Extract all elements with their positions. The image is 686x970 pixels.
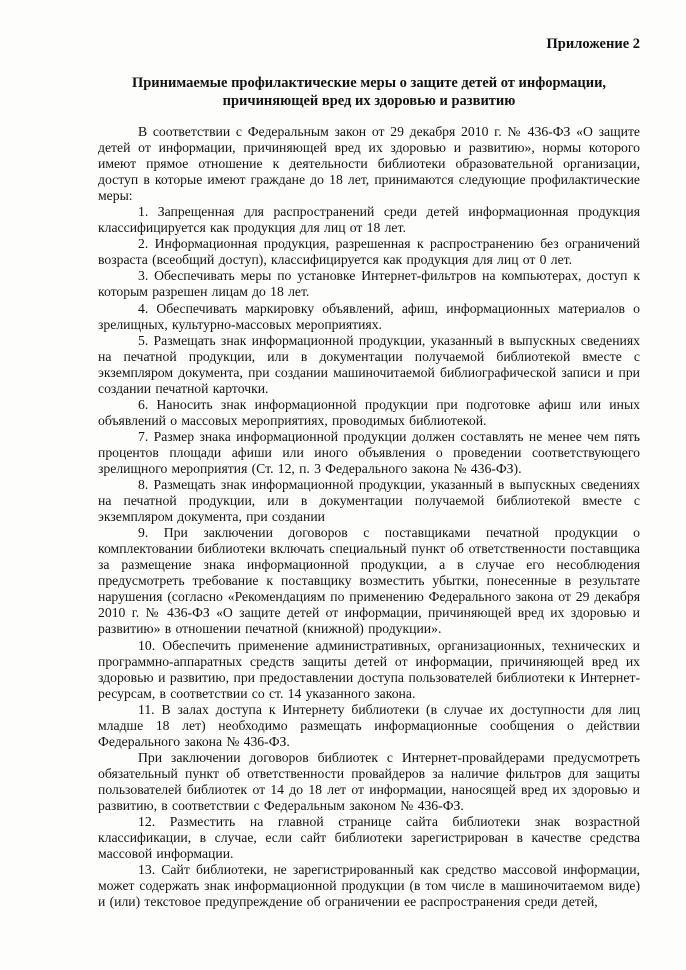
appendix-label: Приложение 2 — [546, 36, 640, 52]
list-item-11: 11. В залах доступа к Интернету библиотеки (в случае их доступности для лиц младше 18 лет) необходимо размещать информационные сообщения о действии Федерального закона № 436-ФЗ. — [98, 701, 640, 749]
list-item-2: 2. Информационная продукция, разрешенная к распространению без ограничений возраста (всеобщий доступ), классифицируется как продукция для лиц от 0 лет. — [98, 236, 640, 268]
list-item-4: 4. Обеспечивать маркировку объявлений, афиш, информационных материалов о зрелищных, культурно-массовых мероприятиях. — [98, 300, 640, 332]
document-body — [98, 124, 640, 910]
list-item-12: 12. Разместить на главной странице сайта библиотеки знак возрастной классификации, в случае, если сайт библиотеки зарегистрирован в качестве средства массовой информации. — [98, 814, 640, 862]
list-item-6: 6. Наносить знак информационной продукции при подготовке афиш или иных объявлений о массовых мероприятиях, проводимых библиотекой. — [98, 396, 640, 428]
list-item-1: 1. Запрещенная для распространений среди детей информационная продукция классифицируется как продукция для лиц от 18 лет. — [98, 204, 640, 236]
providers-paragraph: При заключении договоров библиотек с Интернет-провайдерами предусмотреть обязательный пункт об ответственности провайдеров за наличие фильтров для защиты пользователей библиотек от 14 до 18 лет от информации, наносящей вред их здоровью и развитию, в соответствии с Федеральным законом № 436-ФЗ. — [98, 749, 640, 813]
list-item-9: 9. При заключении договоров с поставщиками печатной продукции о комплектовании библиотеки включать специальный пункт об ответственности поставщика за размещение знака информационной продукции, а в случае его несоблюдения предусмотреть требование к поставщику возместить убытки, понесенные в результате нарушения (согласно «Рекомендациям по применению Федерального закона от 29 декабря 2010 г. № 436-ФЗ «О защите детей от информации, причиняющей вред их здоровью и развитию» в отношении печатной (книжной) продукции». — [98, 525, 640, 637]
document-title — [98, 75, 640, 110]
list-item-8: 8. Размещать знак информационной продукции, указанный в выпускных сведениях на печатной продукции, или в документации получаемой библиотекой вместе с экземпляром документа, при создании — [98, 477, 640, 525]
list-item-7: 7. Размер знака информационной продукции должен составлять не менее чем пять процентов площади афиши или иного объявления о проведении соответствующего зрелищного мероприятия (Ст. 12, п. 3 Федерального закона № 436-ФЗ). — [98, 428, 640, 476]
intro-paragraph: В соответствии с Федеральным закон от 29 декабря 2010 г. № 436-ФЗ «О защите детей от информации, причиняющей вред их здоровью и развитию», нормы которого имеют прямое отношение к деятельности библиотеки образовательной организации, доступ в которые имеют граждане до 18 лет, принимаются следующие профилактические меры: — [98, 124, 640, 204]
list-item-3: 3. Обеспечивать меры по установке Интернет-фильтров на компьютерах, доступ к которым разрешен лицам до 18 лет. — [98, 268, 640, 300]
list-item-10: 10. Обеспечить применение административных, организационных, технических и программно-аппаратных средств защиты детей от информации, причиняющей вред их здоровью и развитию, при предоставлении доступа пользователей библиотеки к Интернет-ресурсам, в соответствии со ст. 14 указанного закона. — [98, 637, 640, 701]
document-title-line-2: причиняющей вред их здоровью и развитию — [222, 92, 516, 109]
list-item-5: 5. Размещать знак информационной продукции, указанный в выпускных сведениях на печатной продукции, или в документации получаемой библиотекой вместе с экземпляром документа, при создании машиночитаемой библиографической записи и при создании печатной карточки. — [98, 332, 640, 396]
list-item-13: 13. Сайт библиотеки, не зарегистрированный как средство массовой информации, может содержать знак информационной продукции (в том числе в машиночитаемом виде) и (или) текстовое предупреждение об ограничении ее распространения среди детей, — [98, 862, 640, 910]
document-title-line-1: Принимаемые профилактические меры о защите детей от информации, — [131, 75, 607, 91]
